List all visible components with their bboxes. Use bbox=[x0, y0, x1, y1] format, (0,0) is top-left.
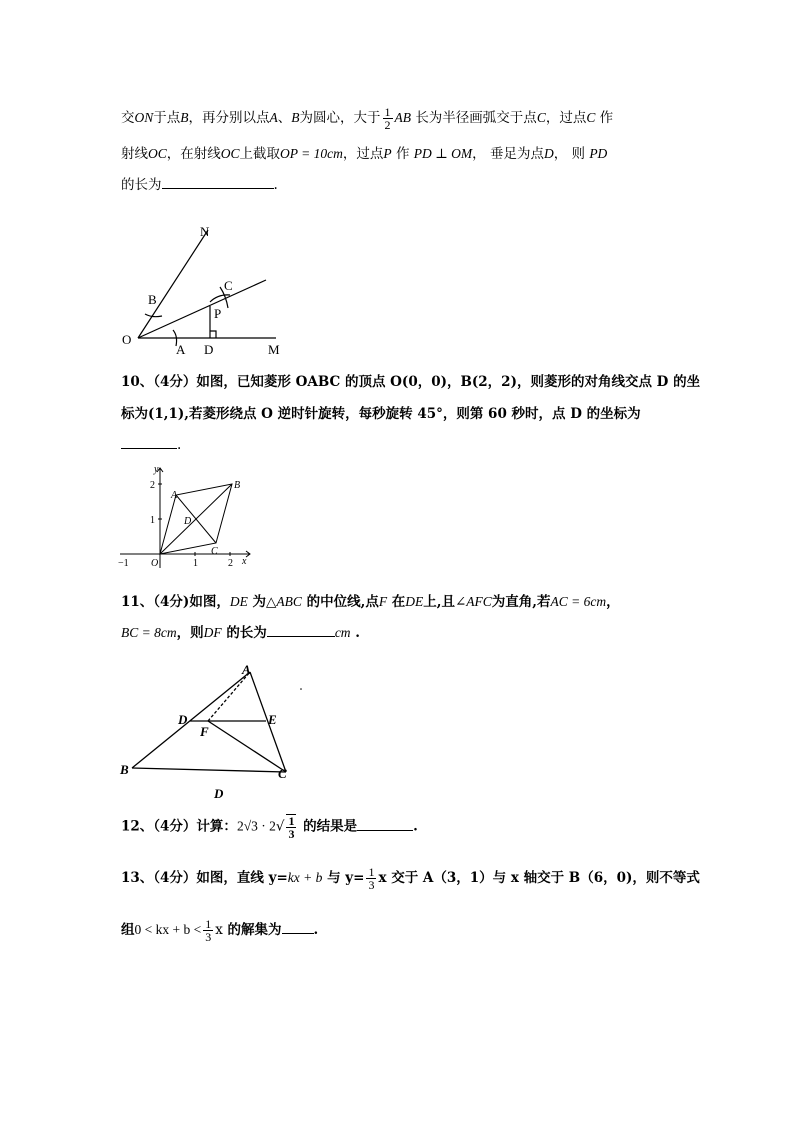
math-C: C bbox=[586, 110, 596, 125]
math-C: C bbox=[536, 110, 546, 125]
text: 长为半径画弧交于点 bbox=[415, 110, 537, 126]
text: ， 垂足为点 bbox=[472, 146, 544, 162]
text: 的长为 bbox=[226, 625, 267, 641]
text: . bbox=[273, 177, 278, 193]
frac-den: 3 bbox=[205, 930, 212, 944]
label-D: D bbox=[184, 516, 192, 527]
label-B: B bbox=[234, 480, 241, 491]
fraction-half bbox=[383, 106, 393, 131]
text: 13、（4分）如图，直线 y= bbox=[121, 870, 288, 886]
q9-figure bbox=[118, 222, 293, 360]
label-A: A bbox=[176, 342, 186, 357]
text: 上截取 bbox=[239, 146, 281, 162]
math-B: B bbox=[180, 110, 189, 125]
side-AB bbox=[132, 672, 250, 768]
text: x 交于 A（3，1）与 x 轴交于 B（6，0)，则不等式 bbox=[378, 870, 700, 886]
text: ，在射线 bbox=[166, 146, 221, 162]
text: 为圆心，大于 bbox=[299, 110, 381, 126]
text: ，过点 bbox=[342, 146, 384, 162]
text: 的解集为 bbox=[227, 922, 282, 938]
q9-line-3 bbox=[121, 174, 278, 195]
diagonal-AC bbox=[176, 495, 216, 543]
q11-line-1 bbox=[121, 592, 620, 612]
tick-label-x2: 2 bbox=[228, 558, 233, 569]
text: . bbox=[177, 437, 182, 453]
frac-num: 1 bbox=[368, 865, 375, 879]
q10-line-1: 10、（4分）如图，已知菱形 OABC 的顶点 O(0，0)，B(2，2)，则菱形的对角线交点 D 的坐 bbox=[121, 374, 701, 390]
tick-label-1: 1 bbox=[150, 515, 155, 526]
q13-line-2 bbox=[121, 918, 318, 943]
math-angle-AFC: ∠AFC bbox=[454, 594, 492, 609]
label-O: O bbox=[122, 332, 132, 347]
label-E: E bbox=[268, 712, 277, 727]
math-A: A bbox=[269, 110, 278, 125]
text: 于点 bbox=[153, 110, 181, 126]
text: 交 bbox=[121, 110, 135, 126]
text: 为直角,若 bbox=[491, 594, 551, 610]
frac-den: 2 bbox=[384, 118, 391, 132]
math-expression: 2√3 · 2 bbox=[236, 818, 276, 834]
math-F: F bbox=[378, 594, 388, 609]
math-ON: ON bbox=[134, 110, 154, 125]
math-D: D bbox=[543, 146, 554, 161]
label-A: A bbox=[242, 662, 251, 677]
math-OC: OC bbox=[220, 146, 240, 161]
label-O: O bbox=[151, 558, 159, 569]
math-B: B bbox=[291, 110, 300, 125]
text: 11、（4分)如图， bbox=[121, 594, 230, 610]
math-DF: DF bbox=[203, 625, 222, 640]
text: ，则 bbox=[176, 625, 204, 641]
math-P: P bbox=[383, 146, 392, 161]
text: 上,且 bbox=[423, 594, 455, 610]
text: . bbox=[355, 625, 360, 641]
frac-num: 1 bbox=[288, 814, 295, 828]
answer-blank[interactable] bbox=[267, 622, 335, 637]
math-AB: AB bbox=[394, 110, 412, 125]
text: . bbox=[413, 818, 418, 835]
math-inequality: 0 < kx + b < bbox=[134, 922, 202, 937]
side-BC bbox=[132, 768, 286, 772]
label-M: M bbox=[268, 342, 280, 357]
math-OP: OP = 10cm bbox=[280, 146, 343, 161]
label-D: D bbox=[204, 342, 214, 357]
unit-cm: cm bbox=[334, 625, 351, 640]
text: 在 bbox=[391, 594, 406, 610]
frac-den: 3 bbox=[368, 878, 375, 892]
math-PD-perp-OM: PD ⊥ OM bbox=[413, 146, 473, 161]
text: 的结果是 bbox=[303, 818, 358, 835]
tick-label-2: 2 bbox=[150, 480, 155, 491]
q10-figure bbox=[116, 462, 256, 570]
text: 组 bbox=[121, 922, 135, 938]
math-AC: AC = 6cm bbox=[550, 594, 607, 609]
label-x: x bbox=[242, 556, 247, 567]
label-C: C bbox=[224, 278, 233, 293]
label-F: F bbox=[200, 724, 209, 739]
answer-blank[interactable] bbox=[121, 434, 177, 449]
math-BC: BC = 8cm bbox=[121, 625, 177, 640]
tick-label-xm1: −1 bbox=[118, 558, 129, 569]
label-C: C bbox=[278, 766, 287, 781]
math-PD: PD bbox=[589, 146, 608, 161]
label-D: D bbox=[178, 712, 188, 727]
segment-AF bbox=[208, 672, 250, 721]
frac-num: 1 bbox=[205, 917, 212, 931]
text: 为 bbox=[252, 594, 267, 610]
label-cut-D: D bbox=[214, 786, 224, 801]
sqrt-sign: √ bbox=[275, 818, 285, 835]
text: 射线 bbox=[121, 146, 148, 162]
tick-label-x1: 1 bbox=[193, 558, 198, 569]
label-P: P bbox=[214, 306, 222, 321]
text: 、 bbox=[277, 110, 292, 126]
math-DE: DE bbox=[405, 594, 424, 609]
math-triangle-ABC: △ABC bbox=[266, 594, 302, 609]
label-y: y bbox=[154, 464, 159, 475]
right-angle-mark bbox=[210, 331, 216, 338]
math-DE: DE bbox=[229, 594, 248, 609]
q12-line bbox=[121, 814, 418, 840]
stray-dot bbox=[300, 688, 302, 690]
answer-blank[interactable] bbox=[357, 816, 413, 831]
math-kx-plus-b: kx + b bbox=[287, 870, 323, 885]
q11-figure bbox=[118, 660, 313, 801]
segment-FC bbox=[208, 721, 286, 772]
q10-line-2: 标为(1,1),若菱形绕点 O 逆时针旋转，每秒旋转 45°，则第 60 秒时，点 D 的坐标为 bbox=[121, 406, 641, 422]
text: 的长为 bbox=[121, 177, 162, 193]
answer-blank[interactable] bbox=[282, 919, 314, 934]
text: ，再分别以点 bbox=[188, 110, 270, 126]
label-C: C bbox=[211, 546, 218, 557]
label-N: N bbox=[200, 224, 210, 239]
frac-num: 1 bbox=[384, 105, 391, 119]
q9-line-2 bbox=[121, 144, 607, 164]
fraction-third bbox=[286, 814, 296, 840]
math-OC: OC bbox=[148, 146, 167, 161]
label-B: B bbox=[148, 292, 157, 307]
text: 12、（4分）计算： bbox=[121, 818, 237, 835]
q13-line-1 bbox=[121, 866, 700, 891]
frac-den: 3 bbox=[288, 827, 295, 841]
text: 作 bbox=[395, 146, 410, 162]
math-x: x bbox=[215, 922, 223, 938]
answer-blank[interactable] bbox=[162, 174, 274, 189]
text: . bbox=[313, 922, 319, 938]
q9-line-1 bbox=[121, 106, 613, 131]
text: 作 bbox=[599, 110, 614, 126]
text: 与 y= bbox=[327, 870, 365, 886]
fraction-third bbox=[366, 866, 376, 891]
text: 的中位线,点 bbox=[306, 594, 379, 610]
text: ，过点 bbox=[545, 110, 587, 126]
text: ， bbox=[606, 594, 620, 610]
fraction-third bbox=[203, 918, 213, 943]
label-A: A bbox=[171, 490, 178, 501]
q10-line-3 bbox=[121, 434, 181, 455]
text: ， 则 bbox=[553, 146, 586, 162]
q11-line-2 bbox=[121, 622, 360, 643]
label-B: B bbox=[120, 762, 129, 777]
